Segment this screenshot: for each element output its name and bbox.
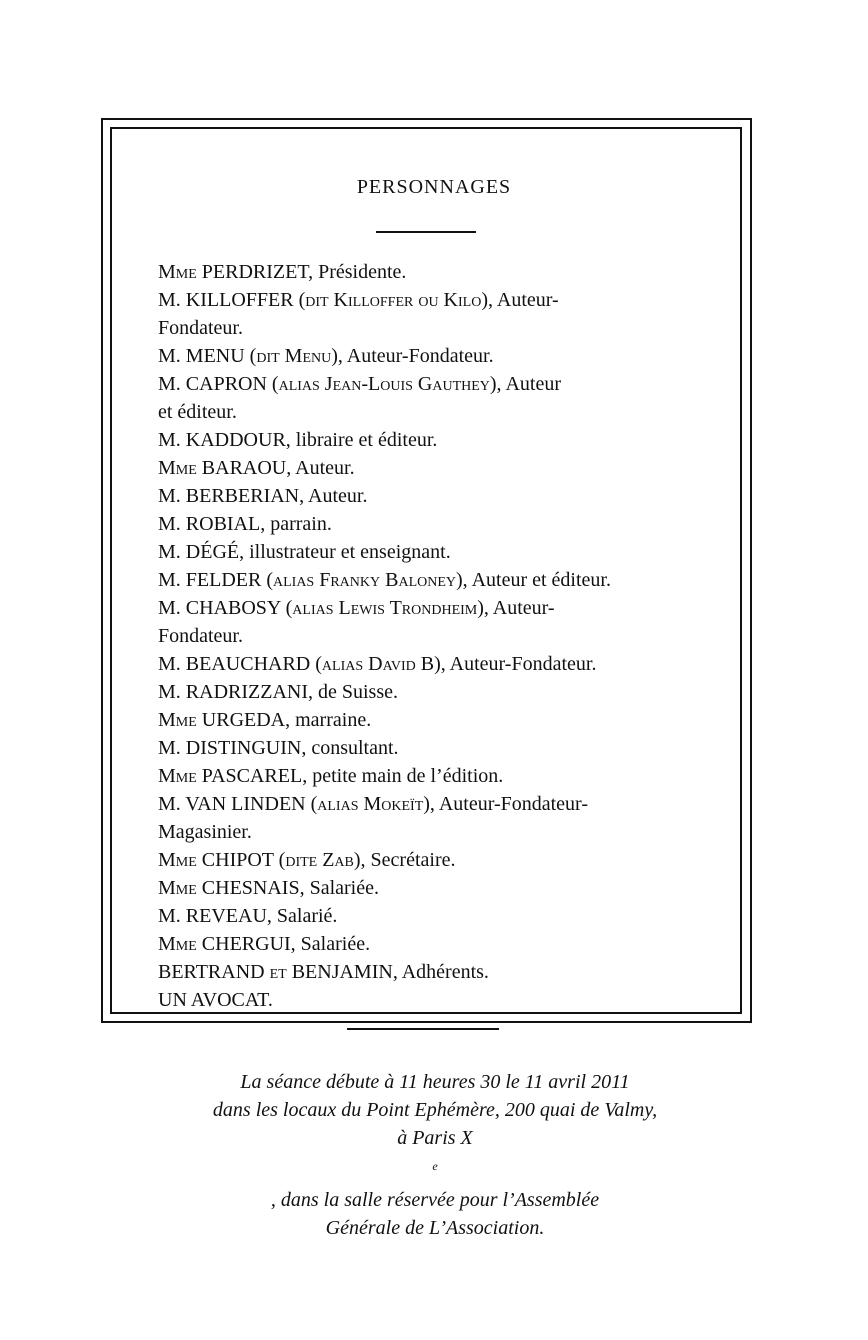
divider-rule — [376, 231, 476, 233]
stage-direction-line: La séance débute à 11 heures 30 le 11 avril 2011 — [240, 1071, 630, 1093]
cast-line: M. KILLOFFER (dit Killoffer ou Kilo), Auteur- — [158, 289, 559, 311]
cast-line: M. BEAUCHARD (alias David B), Auteur-Fondateur. — [158, 653, 597, 675]
cast-line: M. MENU (dit Menu), Auteur-Fondateur. — [158, 345, 494, 367]
divider-rule — [347, 1028, 499, 1030]
cast-line: M. DISTINGUIN, consultant. — [158, 737, 399, 759]
stage-direction-line: Générale de L’Association. — [325, 1216, 545, 1239]
cast-line: M. DÉGÉ, illustrateur et enseignant. — [158, 541, 451, 563]
cast-line: Mme PERDRIZET, Présidente. — [158, 261, 407, 283]
cast-line: BERTRAND et BENJAMIN, Adhérents. — [158, 961, 489, 983]
stage-direction — [160, 1068, 710, 1242]
cast-line: Mme PASCAREL, petite main de l’édition. — [158, 765, 504, 787]
cast-line: Fondateur. — [158, 625, 243, 647]
cast-line: M. CHABOSY (alias Lewis Trondheim), Auteur- — [158, 597, 555, 619]
cast-line: et éditeur. — [158, 401, 237, 423]
cast-line: M. BERBERIAN, Auteur. — [158, 485, 368, 507]
page-heading: PERSONNAGES — [356, 176, 512, 198]
cast-line: Mme URGEDA, marraine. — [158, 709, 372, 731]
cast-line: M. FELDER (alias Franky Baloney), Auteur et éditeur. — [158, 569, 611, 591]
cast-line: M. ROBIAL, parrain. — [158, 513, 332, 535]
cast-line: M. RADRIZZANI, de Suisse. — [158, 681, 398, 703]
cast-line: Fondateur. — [158, 317, 243, 339]
cast-line: M. KADDOUR, libraire et éditeur. — [158, 429, 438, 451]
cast-line: Mme CHERGUI, Salariée. — [158, 933, 371, 955]
cast-line: UN AVOCAT. — [158, 989, 273, 1011]
cast-line: Mme CHIPOT (dite Zab), Secrétaire. — [158, 849, 456, 871]
cast-line: M. REVEAU, Salarié. — [158, 905, 338, 927]
stage-direction-line: à Paris X $^e$ , dans la salle réservée pour l’Assemblée — [270, 1127, 600, 1211]
cast-line: M. CAPRON (alias Jean-Louis Gauthey), Auteur — [158, 373, 561, 395]
cast-line: M. VAN LINDEN (alias Mokeït), Auteur-Fondateur- — [158, 793, 588, 815]
cast-line: Mme BARAOU, Auteur. — [158, 457, 355, 479]
stage-direction-line: dans les locaux du Point Ephémère, 200 quai de Valmy, — [212, 1099, 658, 1121]
cast-line: Magasinier. — [158, 821, 252, 843]
cast-list — [158, 258, 698, 1014]
cast-line: Mme CHESNAIS, Salariée. — [158, 877, 379, 899]
